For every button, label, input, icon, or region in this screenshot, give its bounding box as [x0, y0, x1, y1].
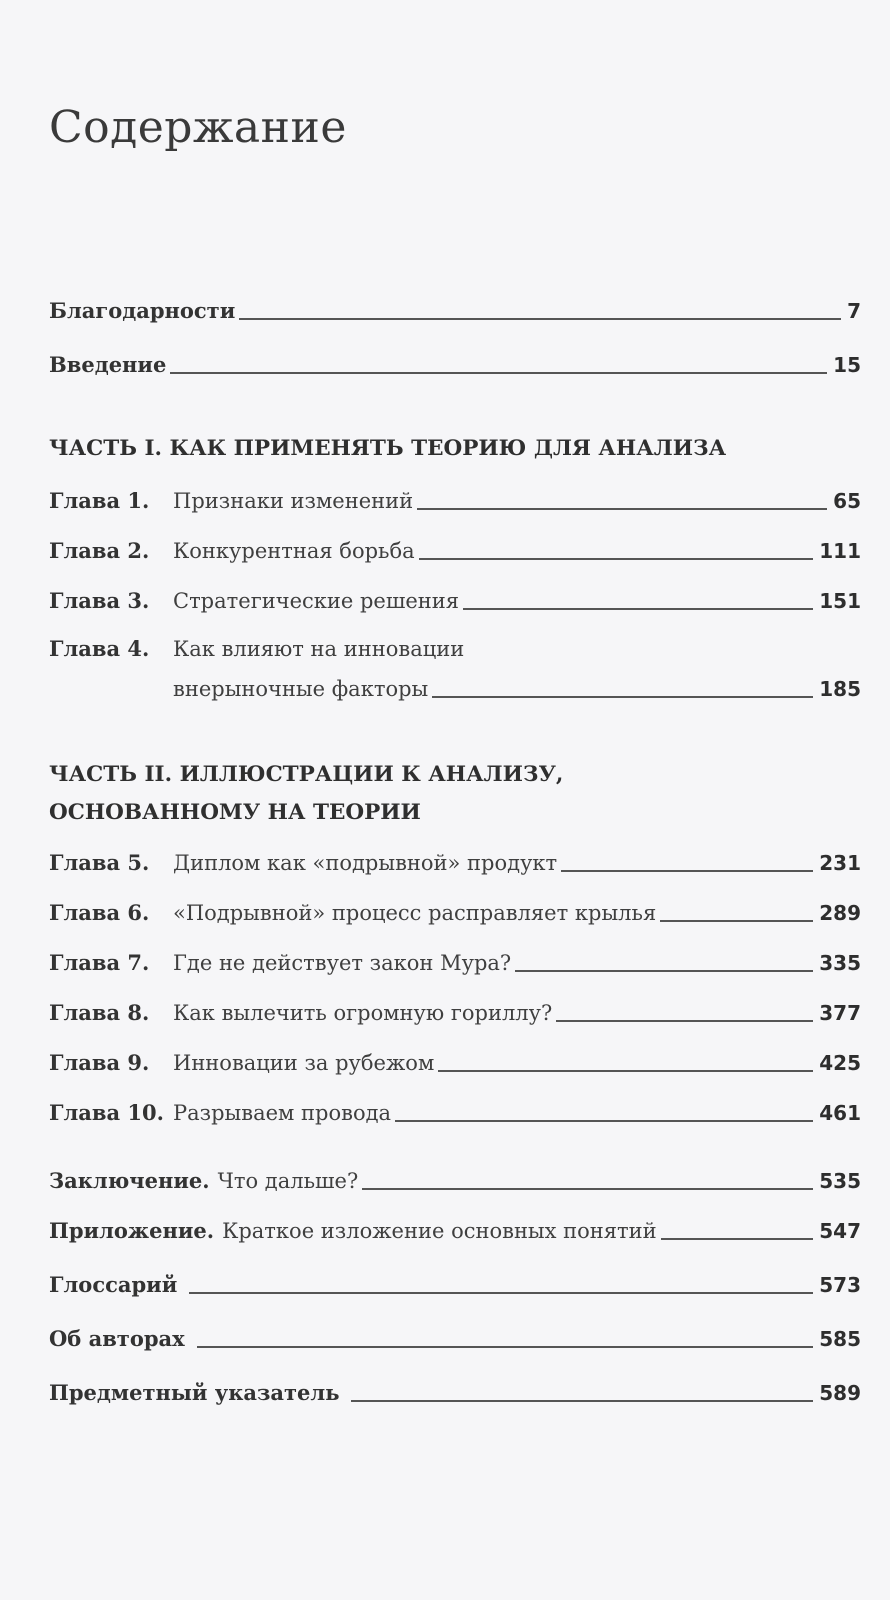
chapter-number: Глава 7. — [49, 950, 150, 975]
page-number: 289 — [819, 901, 861, 925]
toc-entry-text: Краткое изложение основных понятий — [222, 1219, 657, 1243]
dot-leader — [556, 1020, 813, 1022]
chapter-title: Конкурентная борьба — [173, 539, 415, 563]
toc-entry-chapter — [49, 630, 861, 662]
chapter-title: Признаки изменений — [173, 489, 414, 513]
dot-leader — [170, 372, 827, 374]
dot-leader — [438, 1070, 813, 1072]
chapter-number: Глава 1. — [49, 488, 150, 513]
page-number: 589 — [819, 1381, 861, 1405]
page-number: 65 — [833, 489, 861, 513]
chapter-number: Глава 6. — [49, 900, 150, 925]
page-number: 151 — [819, 589, 861, 613]
part-heading — [49, 756, 861, 832]
toc-entry-label: Заключение. — [49, 1168, 210, 1193]
toc-entry-chapter — [49, 532, 861, 564]
page-title: Содержание — [49, 102, 347, 153]
chapter-number: Глава 5. — [49, 850, 150, 875]
page-number: 185 — [819, 677, 861, 701]
page-number: 547 — [819, 1219, 861, 1243]
dot-leader — [362, 1188, 813, 1190]
page-number: 535 — [819, 1169, 861, 1193]
dot-leader — [419, 558, 814, 560]
page-number: 585 — [819, 1327, 861, 1351]
dot-leader — [660, 920, 813, 922]
toc-entry-introduction — [49, 346, 861, 378]
chapter-number: Глава 9. — [49, 1050, 150, 1075]
dot-leader — [432, 696, 813, 698]
dot-leader — [197, 1346, 814, 1348]
toc-entry-chapter — [49, 1094, 861, 1126]
dot-leader — [561, 870, 813, 872]
page-number: 461 — [819, 1101, 861, 1125]
part-heading-line: ЧАСТЬ II. ИЛЛЮСТРАЦИИ К АНАЛИЗУ, — [49, 762, 564, 787]
toc-entry-chapter — [49, 582, 861, 614]
page-number: 15 — [833, 353, 861, 377]
chapter-title: Как вылечить огромную гориллу? — [173, 1001, 553, 1025]
dot-leader — [189, 1292, 813, 1294]
toc-entry-label: Об авторах — [49, 1326, 185, 1351]
part-heading-line: ОСНОВАННОМУ НА ТЕОРИИ — [49, 800, 421, 825]
chapter-number: Глава 4. — [49, 636, 150, 661]
dot-leader — [395, 1120, 813, 1122]
toc-entry-chapter — [49, 944, 861, 976]
chapter-number: Глава 2. — [49, 538, 150, 563]
dot-leader — [417, 508, 827, 510]
toc-entry-chapter-continued — [173, 670, 861, 702]
chapter-number: Глава 10. — [49, 1100, 164, 1125]
toc-entry-chapter — [49, 1044, 861, 1076]
toc-entry-acknowledgements — [49, 292, 861, 324]
dot-leader — [515, 970, 813, 972]
toc-entry-label: Приложение. — [49, 1218, 215, 1243]
toc-entry-conclusion — [49, 1162, 861, 1194]
toc-entry-chapter — [49, 994, 861, 1026]
page-number: 7 — [847, 299, 861, 323]
page-number: 573 — [819, 1273, 861, 1297]
chapter-title: Инновации за рубежом — [173, 1051, 435, 1075]
chapter-number: Глава 8. — [49, 1000, 150, 1025]
chapter-title: Где не действует закон Мура? — [173, 951, 512, 975]
toc-entry-label: Предметный указатель — [49, 1380, 340, 1405]
toc-entry-chapter — [49, 894, 861, 926]
toc-entry-label: Благодарности — [49, 298, 236, 323]
toc-entry-appendix — [49, 1212, 861, 1244]
part-heading: ЧАСТЬ I. КАК ПРИМЕНЯТЬ ТЕОРИЮ ДЛЯ АНАЛИЗА — [49, 436, 727, 461]
dot-leader — [463, 608, 813, 610]
dot-leader — [351, 1400, 813, 1402]
toc-entry-chapter — [49, 844, 861, 876]
page-number: 377 — [819, 1001, 861, 1025]
toc-entry-text: Что дальше? — [217, 1169, 359, 1193]
page-number: 335 — [819, 951, 861, 975]
page-number: 231 — [819, 851, 861, 875]
chapter-title: Стратегические решения — [173, 589, 460, 613]
chapter-title: Как влияют на инновации — [173, 637, 465, 661]
dot-leader — [239, 318, 841, 320]
toc-entry-chapter — [49, 482, 861, 514]
chapter-number: Глава 3. — [49, 588, 150, 613]
page-number: 111 — [819, 539, 861, 563]
toc-entry-index — [49, 1374, 861, 1406]
toc-entry-label: Глоссарий — [49, 1272, 178, 1297]
chapter-title: Диплом как «подрывной» продукт — [173, 851, 558, 875]
dot-leader — [661, 1238, 814, 1240]
toc-entry-label: Введение — [49, 352, 167, 377]
chapter-title: «Подрывной» процесс расправляет крылья — [173, 901, 657, 925]
toc-entry-about-authors — [49, 1320, 861, 1352]
page-number: 425 — [819, 1051, 861, 1075]
chapter-title: Разрываем провода — [173, 1101, 392, 1125]
chapter-title: внерыночные факторы — [173, 677, 429, 701]
toc-entry-glossary — [49, 1266, 861, 1298]
